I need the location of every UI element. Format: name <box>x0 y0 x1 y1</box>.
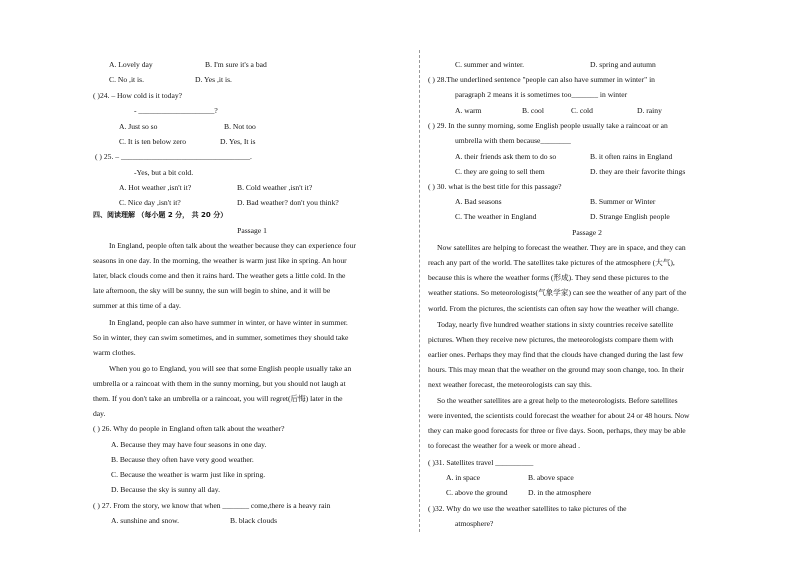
q29-option-d: D. they are their favorite things <box>590 167 686 176</box>
option-c: C. No ,it is. <box>109 75 145 84</box>
p1-line: weather stations. So meteorologists(气象学家) can see the weather of any part of the <box>428 288 687 297</box>
q27-option-d: D. spring and autumn <box>590 60 656 69</box>
q24-option-c: C. It is ten below zero <box>119 137 187 146</box>
option-d: D. Yes ,it is. <box>195 75 232 84</box>
p3-line: they can make good forecasts for three or five days. Soon, perhaps, they may be able <box>428 426 686 435</box>
p3-line: When you go to England, you will see that some English people usually take an <box>109 364 352 373</box>
p1-line: summer at this time of a day. <box>93 301 181 310</box>
p2-line: pictures. When they receive new pictures, the meteorologists compare them with <box>428 335 674 344</box>
q24-reply: - ____________________? <box>134 106 218 115</box>
q24-option-d: D. Yes, It is <box>220 137 256 146</box>
q24-option-a: A. Just so so <box>119 122 158 131</box>
passage-1-title: Passage 1 <box>237 226 267 235</box>
p1-line: Now satellites are helping to forecast the weather. They are in space, and they can <box>437 243 686 252</box>
p3-line: them. If you don't take an umbrella or a raincoat, you will regret(后悔) later in the <box>93 394 343 403</box>
p1-line: seasons in one day. In the morning, the weather is warm just like in spring. An hour <box>93 256 347 265</box>
q28-option-b: B. cool <box>522 106 544 115</box>
q29-option-c: C. they are going to sell them <box>455 167 545 176</box>
q31-option-b: B. above space <box>528 473 574 482</box>
p2-line: Today, nearly five hundred weather stations in sixty countries receive satellite <box>437 320 674 329</box>
q28-option-d: D. rainy <box>637 106 662 115</box>
q29-option-b: B. it often rains in England <box>590 152 673 161</box>
q25-option-a: A. Hot weather ,isn't it? <box>119 183 192 192</box>
q30-option-a: A. Bad seasons <box>455 197 502 206</box>
q30-option-b: B. Summer or Winter <box>590 197 656 206</box>
p1-line: later, black clouds come and then it rains hard. The weather gets a little cold. In the <box>93 271 346 280</box>
question-29-cont: umbrella with them because________ <box>455 136 571 145</box>
q25-option-d: D. Bad weather? don't you think? <box>237 198 339 207</box>
p3-line: to forecast the weather for a week or more ahead . <box>428 441 581 450</box>
p2-line: hours. This may mean that the weather on the ground may soon change, too. In their <box>428 365 684 374</box>
p2-line: next weather forecast, the meteorologists can say this. <box>428 380 592 389</box>
p2-line: So in winter, they can swim sometimes, and in summer, sometimes they should take <box>93 333 349 342</box>
q27-option-c: C. summer and winter. <box>455 60 524 69</box>
q30-option-d: D. Strange English people <box>590 212 670 221</box>
q26-option-d: D. Because the sky is sunny all day. <box>111 485 220 494</box>
option-a: A. Lovely day <box>109 60 153 69</box>
p2-line: warm clothes. <box>93 348 136 357</box>
p1-line: late afternoon, the sky will be sunny, the sun will begin to shine, and it will be <box>93 286 331 295</box>
q31-option-c: C. above the ground <box>446 488 508 497</box>
q24-option-b: B. Not too <box>224 122 256 131</box>
p3-line: So the weather satellites are a great help to the meteorologists. Before satellites <box>437 396 678 405</box>
question-32-cont: atmosphere? <box>455 519 494 528</box>
question-26: ( ) 26. Why do people in England often talk about the weather? <box>93 424 285 433</box>
p1-line: world. From the pictures, the scientists can often say how the weather will change. <box>428 304 679 313</box>
question-31: ( )31. Satellites travel __________ <box>428 458 534 467</box>
q26-option-b: B. Because they often have very good weather. <box>111 455 254 464</box>
question-28-cont: paragraph 2 means it is sometimes too_______ in winter <box>455 90 628 99</box>
option-b: B. I'm sure it's a bad <box>205 60 267 69</box>
q31-option-a: A. in space <box>446 473 480 482</box>
question-30: ( ) 30. what is the best title for this passage? <box>428 182 562 191</box>
q28-option-c: C. cold <box>571 106 593 115</box>
q25-option-c: C. Nice day ,isn't it? <box>119 198 181 207</box>
q27-option-a: A. sunshine and snow. <box>111 516 180 525</box>
question-25: ( ) 25. – __________________________________. <box>95 152 252 161</box>
q28-option-a: A. warm <box>455 106 482 115</box>
question-28: ( ) 28.The underlined sentence "people can also have summer in winter" in <box>428 75 655 84</box>
p1-line: reach any part of the world. The satellites take pictures of the atmosphere (大气), <box>428 258 675 267</box>
q25-option-b: B. Cold weather ,isn't it? <box>237 183 313 192</box>
q25-reply: -Yes, but a bit cold. <box>134 168 194 177</box>
p3-line: day. <box>93 409 106 418</box>
question-27: ( ) 27. From the story, we know that when _______ come,there is a heavy rain <box>93 501 331 510</box>
p1-line: In England, people often talk about the weather because they can experience four <box>109 241 356 250</box>
q26-option-a: A. Because they may have four seasons in one day. <box>111 440 267 449</box>
q29-option-a: A. their friends ask them to do so <box>455 152 557 161</box>
q27-option-b: B. black clouds <box>230 516 278 525</box>
question-32: ( )32. Why do we use the weather satellites to take pictures of the <box>428 504 627 513</box>
p2-line: In England, people can also have summer in winter, or have winter in summer. <box>109 318 348 327</box>
q26-option-c: C. Because the weather is warm just like in spring. <box>111 470 266 479</box>
p3-line: umbrella or a raincoat with them in the sunny morning, but you should not laugh at <box>93 379 346 388</box>
question-29: ( ) 29. In the sunny morning, some English people usually take a raincoat or an <box>428 121 668 130</box>
q30-option-c: C. The weather in England <box>455 212 537 221</box>
section-title: 四、阅读理解 （每小题 2 分， 共 20 分） <box>93 211 228 219</box>
question-24: ( )24. – How cold is it today? <box>93 91 183 100</box>
q31-option-d: D. in the atmosphere <box>528 488 592 497</box>
p1-line: because this is where the weather forms (形成). They send these pictures to the <box>428 273 669 282</box>
p3-line: were invented, the scientists could forecast the weather for about 24 or 48 hours. Now <box>428 411 690 420</box>
column-divider <box>419 50 420 532</box>
passage-2-title: Passage 2 <box>572 228 602 237</box>
p2-line: earlier ones. Perhaps they may find that the clouds have changed during the last few <box>428 350 684 359</box>
